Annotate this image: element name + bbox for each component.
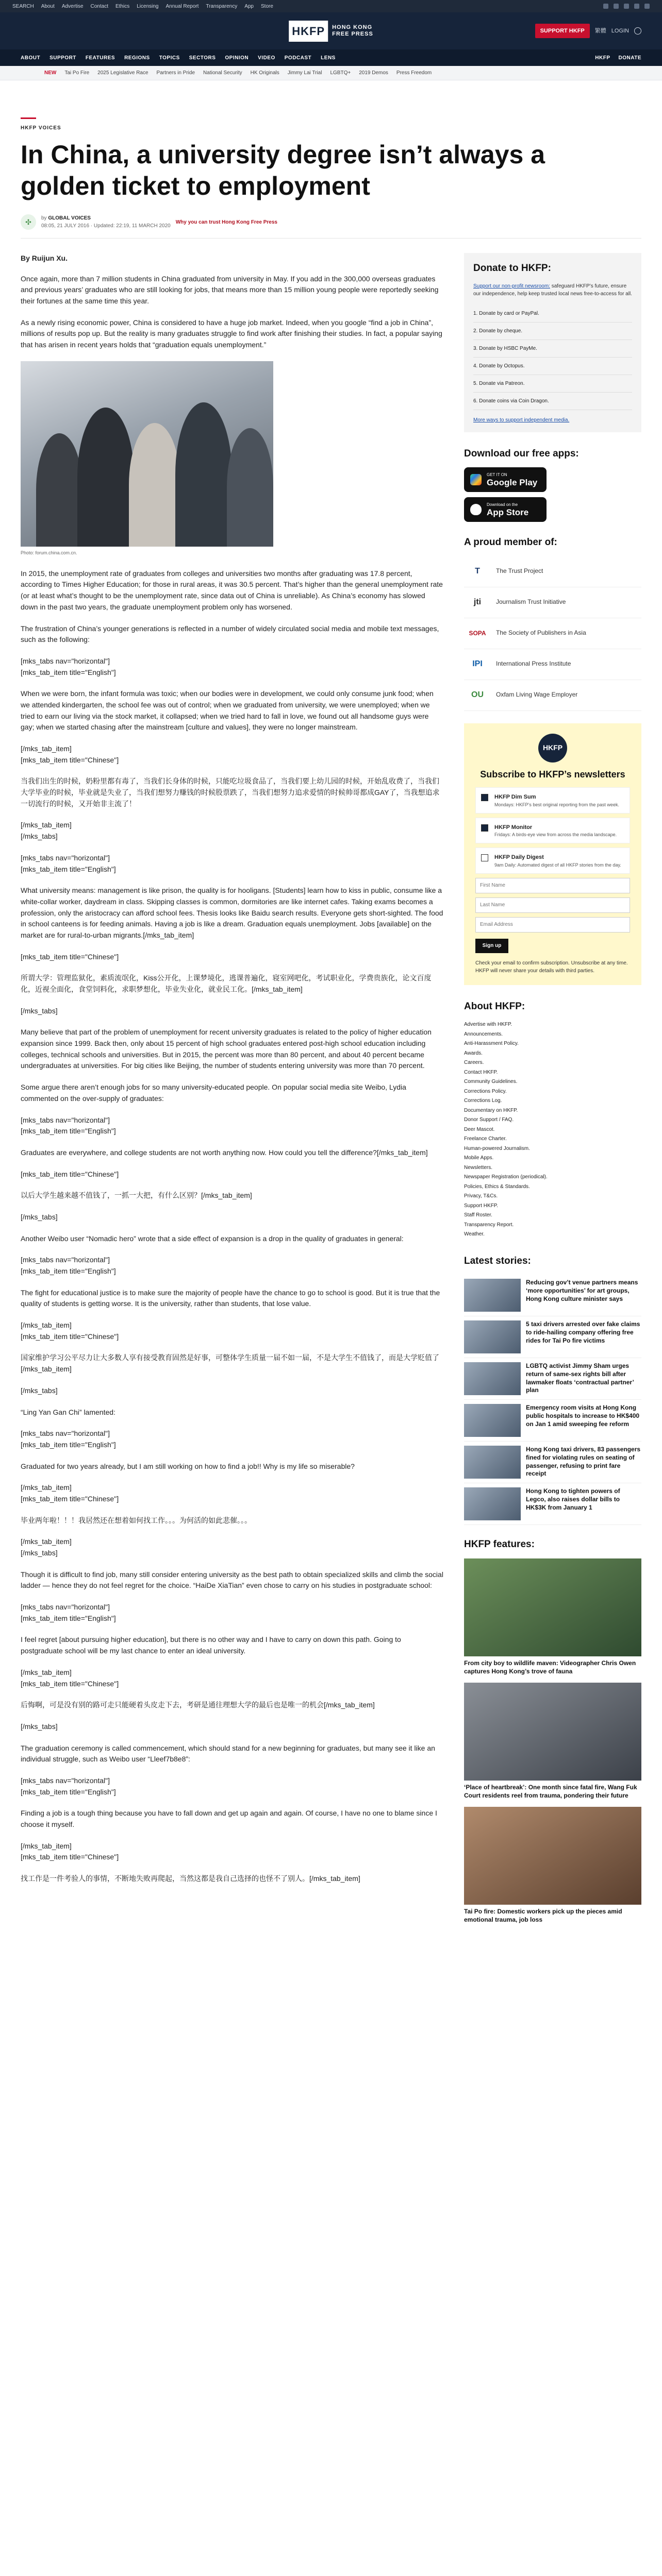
about-link[interactable]: Newsletters. [464,1164,493,1171]
paragraph: Once again, more than 7 million students in China graduated from university in May. If you add in the 300,000 overseas graduates and previous years’ graduates who are still looking for jobs, that means more than 15 million young people were reportedly seeking their fortunes at the same time this year. [21,274,439,306]
byline-author[interactable]: GLOBAL VOICES [48,215,91,221]
shortcode-text [21,656,443,678]
paragraph: 国家维护学习公平尽力让大多数人享有接受教育固然是好事，可整体学生质量一届不如一届，不是大学生不值钱了，而是大学贬值了[/mks_tab_item] [21,1353,439,1374]
trending-bar [0,66,662,80]
donate-box [464,253,641,432]
donate-intro-link[interactable]: Support our non-profit newsroom: [473,283,550,289]
paragraph: The graduation ceremony is called commencement, which should stand for a new beginning for graduates, but many see it like an individual struggle, such as Weibo user “Lleef7b8e8”: [21,1743,435,1764]
newsletter-title: Subscribe to HKFP’s newsletters [480,769,625,779]
shortcode: [mks_tabs nav="horizontal"] [21,1776,110,1785]
article-category[interactable]: HKFP VOICES [21,125,61,131]
about-link[interactable]: Newspaper Registration (periodical). [464,1174,548,1180]
latest-story[interactable] [464,1483,641,1525]
nav-video[interactable]: VIDEO [258,55,275,61]
shortcode: [mks_tabs nav="horizontal"] [21,853,110,862]
paragraph: Another Weibo user “Nomadic hero” wrote that a side effect of expansion is a drop in the quality of graduates in general: [21,1234,404,1243]
paragraph: What university means: management is like prison, the quality is for hooligans. [Students] learn how to kiss in public, consume like a white-collar worker, daydream in class. Skipping classes is common, dormitories are like internet cafes. Taking exams becomes a profession, only the aristocracy can afford school fees. Thesis looks like Baidu search results. Everyone gets short-sighted. The food in school canteens is for feeding animals. Having a job is like a dream. Graduation equals unemployment. Jobs [available] on the market are for rural-to-urban migrants.[/mks_tab_item] [21,886,443,939]
feature-image [464,1807,641,1905]
nav-lens[interactable]: LENS [321,55,336,61]
trending-item[interactable]: Tai Po Fire [64,70,90,76]
paragraph: 以后大学生越来越不值钱了，一抓一大把，有什么区别？[/mks_tab_item] [21,1191,252,1200]
newsletter-note: Check your email to confirm subscription. Unsubscribe at any time. HKFP will never share your details with third parties. [475,960,628,974]
shortcode-text [21,853,443,875]
donate-options [473,305,632,410]
utility-bar [0,0,662,12]
nav-podcast[interactable]: PODCAST [284,55,312,61]
byline [21,214,641,239]
member-item[interactable] [464,618,641,649]
about-links [464,1020,641,1240]
nav-right [595,54,641,62]
logo-wordmark [332,24,373,38]
topbar-about[interactable]: About [41,3,55,9]
option-desc: 9am Daily: Automated digest of all HKFP stories from the day. [494,862,621,868]
paragraph: Graduates are everywhere, and college students are not worth anything now. How could you tell the difference?[/mks_tab_item] [21,1148,428,1157]
donate-option[interactable]: 3. Donate by HSBC PayMe. [473,340,632,358]
story-thumbnail [464,1362,521,1395]
option-name: HKFP Daily Digest [494,854,544,861]
about-link[interactable]: Announcements. [464,1031,503,1037]
shortcode: [mks_tab_item title="English"] [21,1127,116,1136]
shortcode: [mks_tab_item title="Chinese"] [21,1170,119,1178]
donate-option[interactable]: 5. Donate via Patreon. [473,375,632,393]
shortcode-text [21,743,443,766]
facebook-icon[interactable] [603,4,608,9]
paragraph: Graduated for two years already, but I am still working on how to find a job!! Why is my life so miserable? [21,1462,355,1470]
content-layout [0,239,662,1931]
member-item[interactable] [464,649,641,680]
shortcode: [mks_tabs nav="horizontal"] [21,1256,110,1264]
paragraph: The fight for educational justice is to make sure the majority of people have the chance to go to school is good. But it is true that the quality of students is getting worse. It is the university, rather than students, that lose value. [21,1288,440,1308]
topbar-contact[interactable]: Contact [90,3,108,9]
donate-option[interactable]: 2. Donate by cheque. [473,323,632,340]
option-name: HKFP Monitor [494,824,533,831]
trust-project-logo: T [475,567,480,575]
shortcode: [mks_tab_item title="Chinese"] [21,1494,119,1503]
feature-title: ‘Place of heartbreak’: One month since fatal fire, Wang Fuk Court residents reel from trauma, pondering their future [464,1784,637,1799]
shortcode: [mks_tab_item title="English"] [21,1614,116,1622]
newsletter-box [464,723,641,985]
nav-donate[interactable]: DONATE [618,55,641,61]
youtube-icon[interactable] [634,4,639,9]
feature-story[interactable] [464,1683,641,1800]
shortcode: [mks_tab_item title="Chinese"] [21,1679,119,1688]
feature-story[interactable] [464,1558,641,1675]
shortcode: [/mks_tab_item] [21,744,72,753]
logo-mark: HKFP [289,21,328,42]
paragraph: Though it is difficult to find job, many still consider entering university as the best path to obtain specialized skills and climb the social ladder — hence they do not feel regret for the choice. “HaiDe XiaTian” even chose to carry on his studies in postgraduate school: [21,1570,443,1590]
shortcode-text [21,1667,443,1689]
shortcode: [mks_tab_item title="Chinese"] [21,1332,119,1341]
story-thumbnail [464,1320,521,1353]
about-link[interactable]: Human-powered Journalism. [464,1145,530,1151]
about-link[interactable]: Community Guidelines. [464,1079,518,1085]
new-badge: NEW [44,70,57,76]
latest-story[interactable] [464,1358,641,1400]
email-input[interactable] [475,917,630,933]
instagram-icon[interactable] [624,4,629,9]
logo-line-2: FREE PRESS [332,31,373,37]
apple-icon [470,504,482,515]
option-name: HKFP Dim Sum [494,794,536,800]
nav-about[interactable]: ABOUT [21,55,41,61]
x-icon[interactable] [614,4,619,9]
paragraph: Some argue there aren’t enough jobs for so many university-educated people. On popular social media site Weibo, Lydia commented on the over-supply of graduates: [21,1083,406,1103]
article-photo [21,361,273,547]
shortcode-text [21,1320,443,1342]
newsletter-logo: HKFP [538,734,567,762]
latest-story[interactable] [464,1316,641,1358]
story-title: Emergency room visits at Hong Kong public hospitals to increase to HK$400 on Jan 1 amid sweeping fee reform [526,1404,640,1428]
trending-item[interactable]: Partners in Pride [156,70,195,76]
shortcode-text [21,1255,443,1277]
user-icon[interactable] [634,27,641,35]
checkbox-checked[interactable] [481,794,488,801]
byline-date: 08:05, 21 JULY 2016 · Updated: 22:19, 11 MARCH 2020 [41,223,171,229]
paragraph: 所谓大学：管理监狱化，素质流氓化，Kiss公开化，上课梦境化，逃课普遍化，寝室网吧化，考试职业化，学费贵族化，论文百度化，近视全面化，食堂饲料化，求职梦想化，毕业失业化，就业民工化。[/mks_tab_item] [21,974,432,993]
about-link[interactable]: Freelance Charter. [464,1136,507,1142]
shortcode: [mks_tab_item title="English"] [21,668,116,676]
member-title: A proud member of: [464,537,557,548]
shortcode: [/mks_tabs] [21,1006,58,1015]
latest-story[interactable] [464,1442,641,1483]
shortcode: [mks_tabs nav="horizontal"] [21,1429,110,1438]
donate-option[interactable]: 6. Donate coins via Coin Dragon. [473,393,632,410]
donate-title: Donate to HKFP: [473,263,551,274]
paragraph: 后悔啊，可是没有别的路可走只能硬着头皮走下去，考研是通往理想大学的最后也是唯一的机会[/mks_tab_item] [21,1701,375,1709]
shortcode: [mks_tab_item title="English"] [21,865,116,873]
sidebar [464,253,641,1931]
shortcode: [mks_tab_item title="English"] [21,1787,116,1796]
story-title: 5 taxi drivers arrested over fake claims to ride-hailing company offering free rides for Tai Po fire victims [526,1320,640,1344]
newsletter-option[interactable] [475,818,630,844]
feature-image [464,1683,641,1781]
article-hero [0,80,662,239]
donate-intro [473,282,632,298]
google-play-button[interactable] [464,467,547,492]
gp-big: Google Play [487,477,538,487]
member-name: Oxfam Living Wage Employer [496,691,578,699]
feature-title: From city boy to wildlife maven: Videographer Chris Owen captures Hong Kong’s trove of fauna [464,1659,636,1675]
latest-story[interactable] [464,1275,641,1316]
photo-caption: Photo: forum.china.com.cn. [21,550,77,555]
last-name-input[interactable] [475,897,630,913]
about-link[interactable]: Policies, Ethics & Standards. [464,1183,530,1190]
shortcode: [mks_tab_item title="Chinese"] [21,952,119,961]
topbar-search[interactable]: SEARCH [12,3,34,9]
checkbox[interactable] [481,854,488,861]
trending-item[interactable]: Jimmy Lai Trial [287,70,322,76]
nav-support[interactable]: SUPPORT [49,55,76,61]
as-small: Download on the [487,502,518,507]
byline-by: by [41,215,47,221]
article-headline: In China, a university degree isn’t always a golden ticket to employment [21,140,545,200]
first-name-input[interactable] [475,878,630,893]
google-play-icon [470,474,482,485]
trending-item[interactable]: LGBTQ+ [330,70,351,76]
nav-opinion[interactable]: OPINION [225,55,249,61]
logo-line-1: HONG KONG [332,24,373,30]
member-name: The Trust Project [496,567,543,575]
sign-up-button[interactable]: Sign up [475,939,508,953]
member-item[interactable] [464,556,641,587]
member-name: International Press Institute [496,660,571,668]
shortcode: [/mks_tab_item] [21,821,72,829]
trending-item[interactable]: 2019 Demos [359,70,388,76]
paragraph: The frustration of China’s younger generations is reflected in a number of widely circulated social media and mobile text messages, such as the following: [21,624,439,644]
author-avatar: ✣ [21,214,36,230]
donate-more-link[interactable]: More ways to support independent media. [473,417,570,423]
paragraph: When we were born, the infant formula was toxic; when our bodies were in development, we could only consume junk food; when we attended kindergarten, the school fee was out of control; when we graduated from university, we were unemployed; when we tried to earn our living via the stock market, it collapsed; when we tried hard to fall in love, we found out all handsome guys were gay; when we started chasing after the mainstream [culture and values], they were no longer mainstream. [21,689,434,732]
about-link[interactable]: Anti-Harassment Policy. [464,1041,519,1047]
shortcode: [/mks_tab_item] [21,1483,72,1492]
feature-story[interactable] [464,1807,641,1924]
about-link[interactable]: Weather. [464,1231,485,1238]
sopa-logo: SOPA [469,630,486,637]
language-switch[interactable]: 繁體 [594,27,606,34]
shortcode: [/mks_tabs] [21,1722,58,1731]
about-link[interactable]: Contact HKFP. [464,1069,498,1075]
latest-story[interactable] [464,1400,641,1442]
about-link[interactable]: Support HKFP. [464,1202,498,1209]
login-link[interactable]: LOGIN [611,27,629,34]
byline-text [41,214,171,230]
member-item[interactable] [464,587,641,618]
ipi-logo: IPI [472,659,483,668]
shortcode: [/mks_tab_item] [21,1321,72,1330]
header-actions [535,24,641,39]
about-link[interactable]: Transparency Report. [464,1222,514,1228]
story-thumbnail [464,1404,521,1437]
linkedin-icon[interactable] [644,4,650,9]
site-logo[interactable] [289,21,373,42]
paragraph: Many believe that part of the problem of unemployment for recent university graduates is related to the policy of higher education expansion since 1999. Back then, only about 15 percent of high school graduates entered post-high school education including colleges, technical schools and universities. But in 2015, the percent was more than 80 percent, and about 40 percent became undergraduates at universities. For big cities like Beijing, the number of students entering university was more than 70 percent. [21,1028,432,1070]
shortcode-text [21,1602,443,1624]
topbar-app[interactable]: App [244,3,254,9]
about-link[interactable]: Corrections Log. [464,1098,502,1104]
paragraph: In 2015, the unemployment rate of graduates from colleges and universities two months after graduating was 17.8 percent, according to Times Higher Education; for those in rural areas, it was 30.5 percent. That’s higher than the general unemployment rate (or at least what’s thought to be the unemployment rate, since data out of China is unreliable). As China’s economy has slowed down in the past two years, the graduate unemployment problem only has worsened. [21,569,443,611]
category-rule [21,117,36,119]
nav-features[interactable]: FEATURES [85,55,115,61]
shortcode: [mks_tab_item title="Chinese"] [21,755,119,764]
topbar-ethics[interactable]: Ethics [115,3,130,9]
member-item[interactable] [464,680,641,711]
paragraph: Finding a job is a tough thing because you have to fall down and get up again and again. Of course, I have no one to blame since I choose it myself. [21,1809,437,1828]
topbar-transparency[interactable]: Transparency [206,3,238,9]
story-title: Reducing gov’t venue partners means ‘more opportunities’ for art groups, Hong Kong culture minister says [526,1279,638,1302]
member-name: The Society of Publishers in Asia [496,629,586,637]
newsletter-option[interactable] [475,787,630,814]
paragraph: As a newly rising economic power, China is considered to have a huge job market. Indeed, when you google “find a job in China”, millions of results pop up. But the reality is many graduates struggle to find work after finishing their studies. In fact, a popular saying that has arisen in recent years holds that “graduation equals unemployment.” [21,318,442,349]
latest-title: Latest stories: [464,1255,531,1266]
nav-topics[interactable]: TOPICS [159,55,180,61]
feature-title: Tai Po fire: Domestic workers pick up the pieces amid emotional trauma, job loss [464,1908,622,1923]
about-title: About HKFP: [464,1001,525,1012]
donate-option[interactable]: 4. Donate by Octopus. [473,358,632,375]
shortcode-text [21,820,443,842]
nav-regions[interactable]: REGIONS [124,55,150,61]
site-header [0,12,662,49]
trending-item[interactable]: 2025 Legislative Race [97,70,148,76]
features-title: HKFP features: [464,1539,535,1550]
about-link[interactable]: Donor Support / FAQ. [464,1117,514,1123]
shortcode-text [21,1536,443,1558]
paragraph: 毕业两年啦！！！我居然还在想着如何找工作。。。为何活的如此悲催。。。 [21,1516,252,1524]
donate-intro-text: safeguard HKFP’s future, ensure our independence, help keep trusted local news free-to-access for all. [473,283,632,297]
story-thumbnail [464,1487,521,1520]
article-body [21,253,443,1931]
shortcode: [/mks_tabs] [21,1549,58,1557]
story-title: Hong Kong taxi drivers, 83 passengers fined for violating rules on seating of passenger, refusing to print fare receipt [526,1446,641,1478]
about-link[interactable]: Careers. [464,1060,484,1066]
about-link[interactable]: Staff Roster. [464,1212,492,1218]
about-link[interactable]: Documentary on HKFP. [464,1107,518,1113]
newsletter-option[interactable] [475,848,630,874]
feature-image [464,1558,641,1656]
topbar-licensing[interactable]: Licensing [137,3,159,9]
paragraph: I feel regret [about pursuing higher education], but there is no other way and I have to carry on down this path. Going to postgraduate school will be my last chance to enter an ideal university. [21,1635,401,1655]
trending-item[interactable]: Press Freedom [396,70,432,76]
member-name: Journalism Trust Initiative [496,598,566,606]
shortcode: [mks_tabs nav="horizontal"] [21,656,110,665]
oxfam-logo: OU [471,690,484,699]
shortcode: [/mks_tabs] [21,832,58,841]
shortcode: [mks_tab_item title="Chinese"] [21,1853,119,1861]
trending-item[interactable]: National Security [203,70,242,76]
shortcode: [/mks_tabs] [21,1212,58,1221]
donate-option[interactable]: 1. Donate by card or PayPal. [473,305,632,323]
social-icons [603,4,650,9]
topbar-store[interactable]: Store [261,3,273,9]
about-link[interactable]: Deer Mascot. [464,1126,495,1132]
nav-sectors[interactable]: SECTORS [189,55,216,61]
trending-item[interactable]: HK Originals [250,70,279,76]
apps-title: Download our free apps: [464,448,579,459]
about-link[interactable]: Corrections Policy. [464,1088,507,1094]
shortcode: [mks_tab_item title="English"] [21,1267,116,1275]
topbar-annual-report[interactable]: Annual Report [166,3,199,9]
shortcode: [mks_tabs nav="horizontal"] [21,1603,110,1612]
shortcode: [mks_tab_item title="English"] [21,1440,116,1449]
nav-hkfp[interactable]: HKFP [595,55,610,61]
topbar-advertise[interactable]: Advertise [61,3,84,9]
gp-small: GET IT ON [487,472,507,477]
about-link[interactable]: Advertise with HKFP. [464,1022,512,1028]
main-nav [0,49,662,66]
story-title: LGBTQ activist Jimmy Sham urges return of same-sex rights bill after lawmaker floats ‘contractual partner’ plan [526,1362,634,1394]
shortcode: [/mks_tab_item] [21,1841,72,1850]
story-thumbnail [464,1279,521,1312]
option-desc: Mondays: HKFP’s best original reporting from the past week. [494,802,619,807]
paragraph: “Ling Yan Gan Chi” lamented: [21,1408,115,1416]
about-link[interactable]: Mobile Apps. [464,1155,494,1161]
written-by: By Ruijun Xu. [21,254,68,262]
story-title: Hong Kong to tighten powers of Legco, also raises dollar bills to HK$3K from January 1 [526,1487,620,1511]
option-desc: Fridays: A birds-eye view from across the media landscape. [494,832,617,838]
about-link[interactable]: Awards. [464,1050,483,1056]
about-link[interactable]: Privacy, T&Cs. [464,1193,498,1199]
shortcode: [/mks_tab_item] [21,1668,72,1676]
support-hkfp-button[interactable]: SUPPORT HKFP [535,24,590,39]
jti-logo: jti [473,598,482,606]
shortcode-text [21,1115,443,1137]
shortcode: [/mks_tab_item] [21,1537,72,1546]
shortcode-text [21,1775,443,1798]
paragraph: 找工作是一件考验人的事情，不断地失败再爬起，当然这都是我自己选择的也怪不了别人。[/mks_tab_item] [21,1874,360,1883]
shortcode: [mks_tabs nav="horizontal"] [21,1115,110,1124]
paragraph: 当我们出生的时候，奶粉里都有毒了，当我们长身体的时候，只能吃垃圾食品了，当我们要上幼儿园的时候，开始乱收费了，当我们大学毕业的时候，毕业就是失业了，当我们想努力赚钱的时候股票跌了，当我们想努力追求爱情的时候帅哥都成GAY了，当我想追求一切流行的时候，又开始非主流了！ [21,777,440,808]
shortcode-text [21,1841,443,1863]
shortcode-text [21,1482,443,1504]
as-big: App Store [487,507,529,517]
checkbox-checked[interactable] [481,824,488,832]
trust-link[interactable]: Why you can trust Hong Kong Free Press [175,219,277,225]
story-thumbnail [464,1446,521,1479]
shortcode-text [21,1428,443,1450]
shortcode: [/mks_tabs] [21,1386,58,1395]
app-store-button[interactable] [464,497,547,522]
